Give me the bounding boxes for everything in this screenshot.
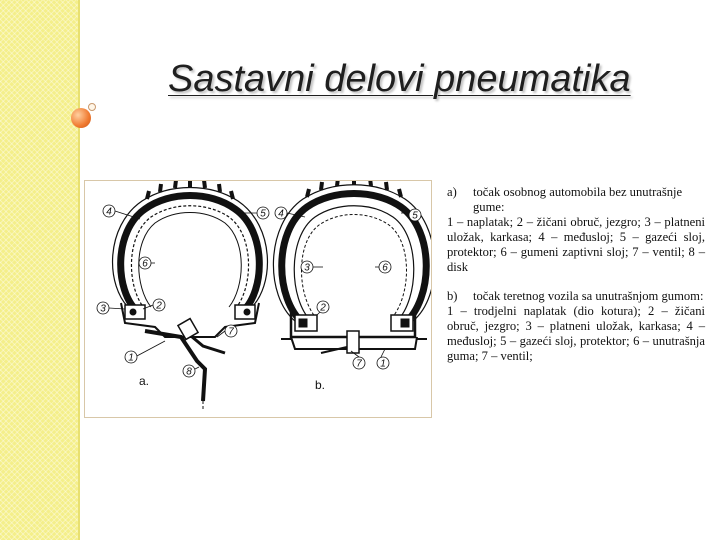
- figure-label-b: b.: [315, 378, 326, 392]
- callout-b-1: [377, 357, 389, 370]
- svg-text:4: 4: [278, 208, 284, 220]
- callout-b-5: [409, 209, 421, 222]
- callout-a-8: [183, 365, 195, 378]
- caption-a-heading: [447, 185, 705, 215]
- svg-text:2: 2: [156, 300, 162, 312]
- tire-cross-section-figure: [84, 180, 432, 418]
- svg-text:7: 7: [356, 358, 362, 370]
- tire-b-drawing: [273, 181, 431, 357]
- tire-diagram: [85, 181, 431, 417]
- svg-text:6: 6: [382, 262, 388, 274]
- figure-label-a: a.: [139, 374, 150, 388]
- callout-b-3: [301, 261, 313, 274]
- decorative-small-circle: [88, 103, 96, 111]
- figure-caption: [447, 185, 705, 364]
- callout-b-4: [275, 207, 287, 220]
- callout-a-5: [257, 207, 269, 220]
- callout-a-2: [153, 299, 165, 312]
- caption-a-parts: 1 – naplatak; 2 – žičani obruč, jezgro; 3 – platneni uložak, karkasa; 4 – međusloj; 5 – gazeći sloj, protektor; 6 – gumeni zaptivni sloj; 7 – ventil; 8 – disk: [447, 215, 705, 274]
- callout-b-2: [317, 301, 329, 314]
- caption-a-label: a): [447, 185, 457, 199]
- decorative-orange-circle: [71, 108, 91, 128]
- callout-a-3: [97, 302, 109, 315]
- caption-b-heading-text: točak teretnog vozila sa unutrašnjom gumom:: [473, 289, 704, 303]
- svg-text:2: 2: [320, 302, 326, 314]
- callout-a-4: [103, 205, 115, 218]
- caption-b-label: b): [447, 289, 458, 303]
- svg-text:5: 5: [412, 210, 418, 222]
- svg-text:7: 7: [228, 326, 234, 338]
- svg-text:3: 3: [100, 303, 106, 315]
- svg-text:1: 1: [128, 352, 134, 364]
- slide-title: Sastavni delovi pneumatika: [168, 58, 631, 100]
- svg-text:3: 3: [304, 262, 310, 274]
- callout-b-6: [379, 261, 391, 274]
- callout-a-6: [139, 257, 151, 270]
- decorative-side-band: [0, 0, 80, 540]
- svg-text:4: 4: [106, 206, 112, 218]
- decorative-divider: [78, 0, 80, 540]
- caption-b-parts: 1 – trodjelni naplatak (dio kotura); 2 – žičani obruč, jezgro; 3 – platneni uložak, karkasa; 4 – međusloj; 5 – gazeći sloj, protektor; 6 – unutrašnja guma; 7 – ventil;: [447, 304, 705, 363]
- callout-a-7: [225, 325, 237, 338]
- caption-b-heading: [447, 289, 705, 304]
- caption-a-heading-text: točak osobnog automobila bez unutrašnje gume:: [473, 185, 683, 214]
- svg-text:5: 5: [260, 208, 266, 220]
- svg-text:6: 6: [142, 258, 148, 270]
- svg-text:8: 8: [186, 366, 192, 378]
- callout-a-1: [125, 351, 137, 364]
- svg-text:1: 1: [380, 358, 386, 370]
- callout-b-7: [353, 357, 365, 370]
